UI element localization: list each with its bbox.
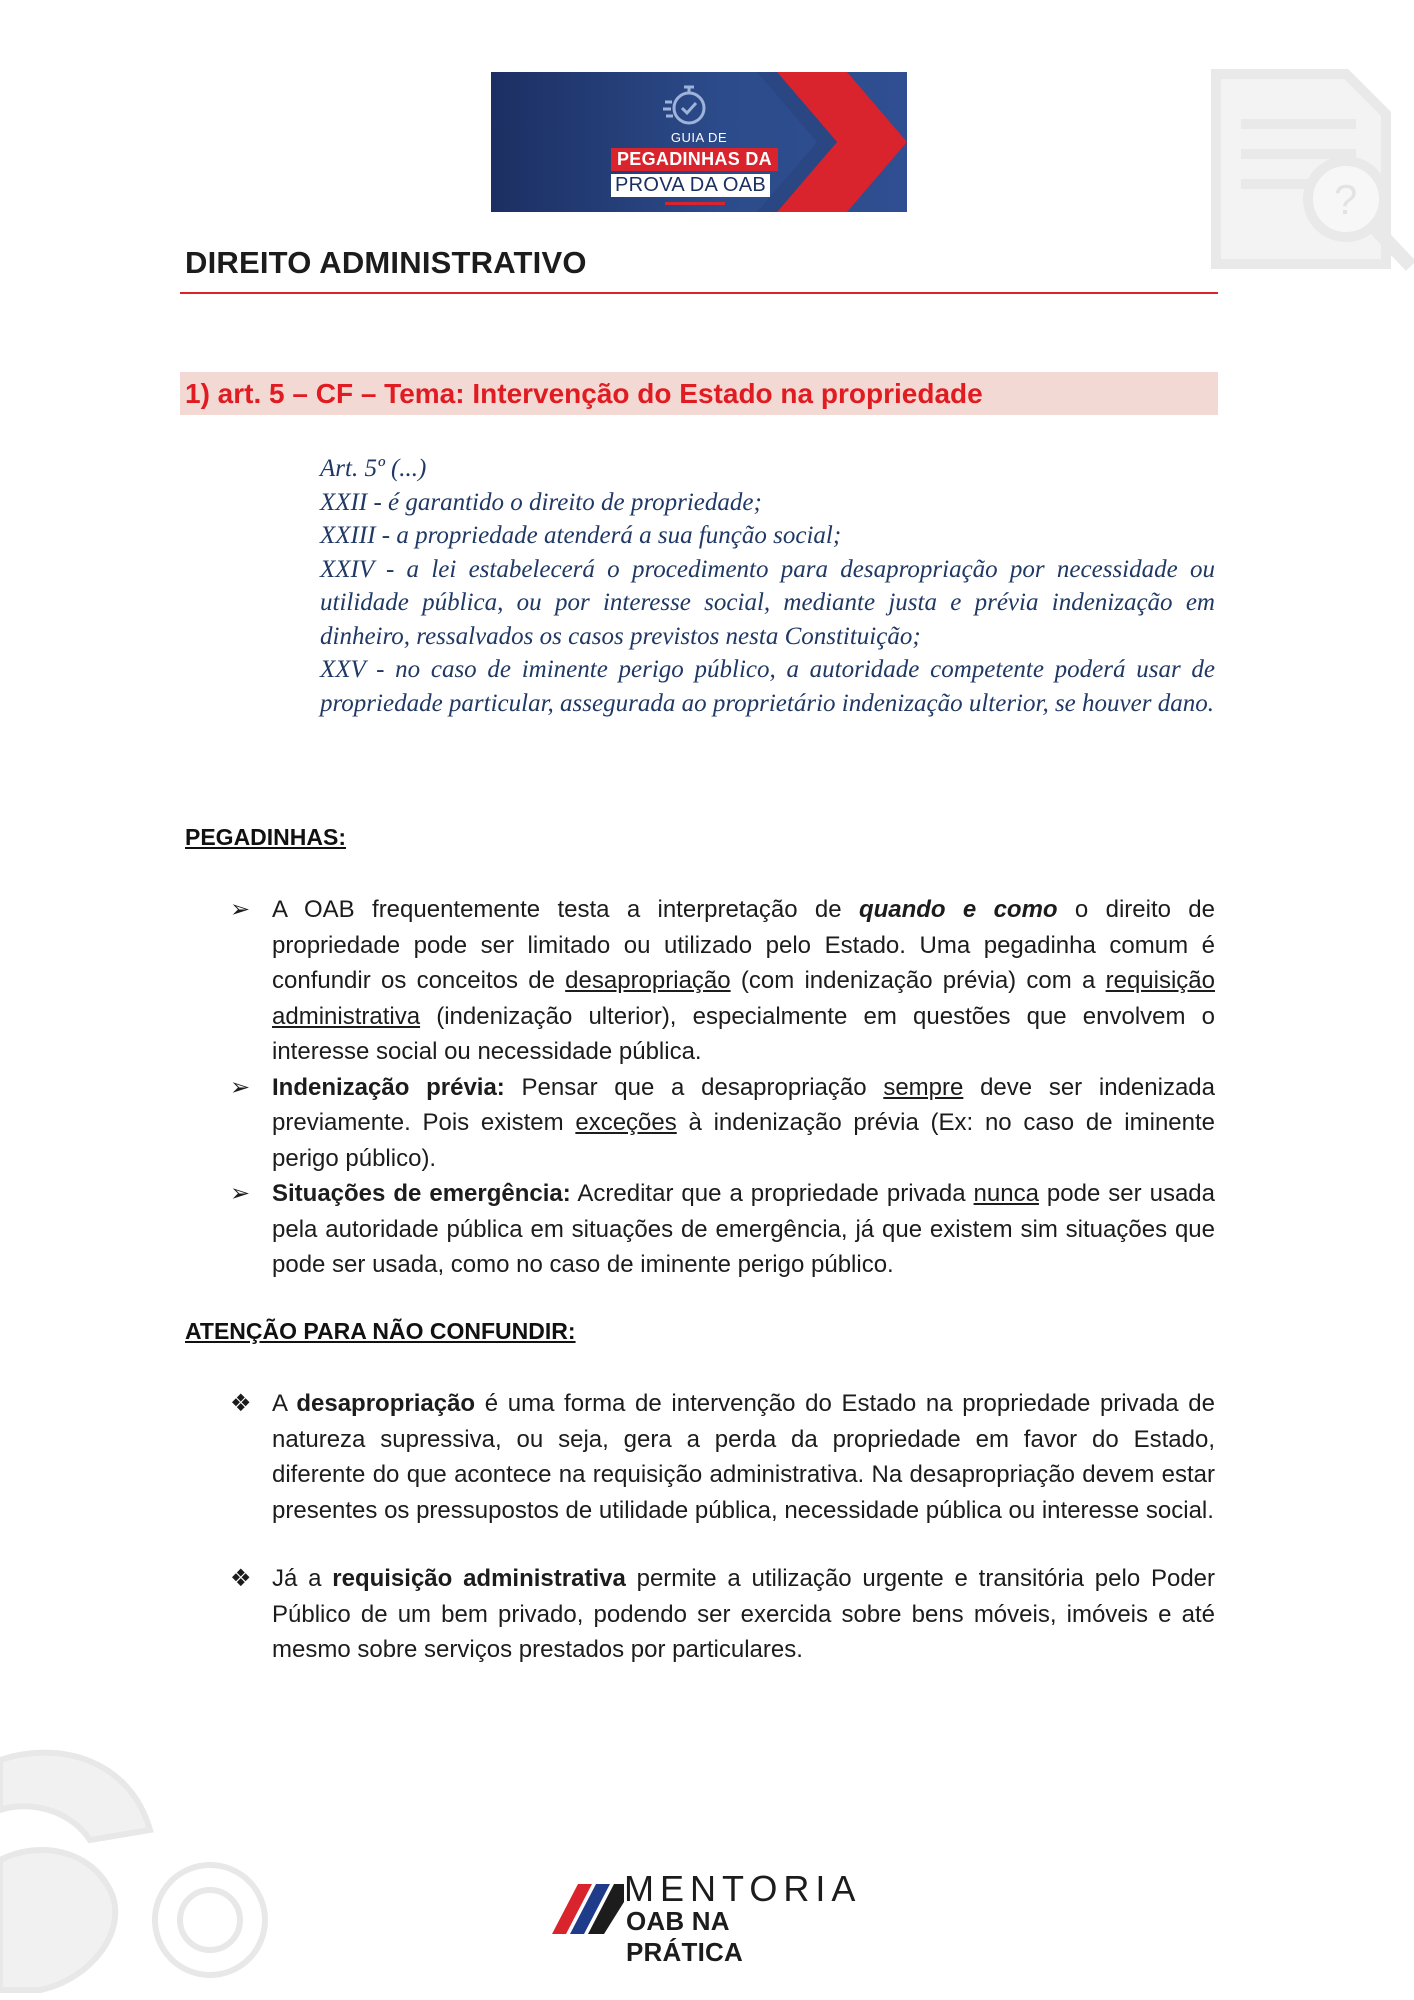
pegadinha-item-2 [230,1070,1215,1177]
arrow-bullet-icon: ➢ [230,1180,251,1207]
pegadinha-3-text-b: pode ser usada pela autoridade pública em situações de emergência, já que existem sim situações que pode ser usada, como no caso de iminente perigo público. [272,1180,1215,1278]
pegadinha-3-term-nunca: nunca [973,1180,1039,1207]
pegadinhas-list [230,892,1215,1283]
mentoria-logo-mark-icon [552,1874,624,1934]
pegadinha-1-text-c: (com indenização prévia) com a [730,967,1106,994]
section-title: DIREITO ADMINISTRATIVO [185,245,587,280]
pegadinha-item-1 [230,892,1215,1070]
pegadinha-1-text-b: o direito de propriedade pode ser limitado ou utilizado pelo Estado. Uma pegadinha comum é confundir os conceitos de [272,896,1216,994]
pegadinha-2-term-sempre: sempre [883,1073,964,1101]
atencao-2-text-a: Já a [272,1565,333,1592]
quote-item-xxiv: XXIV - a lei estabelecerá o procedimento para desapropriação por necessidade ou utilidade pública, ou por interesse social, mediante justa e prévia indenização em dinheiro, ressalvados os casos previstos nesta Constituição; [320,555,1215,650]
stopwatch-check-icon [662,80,710,128]
pegadinha-2-text-a: Pensar que a desapropriação [504,1073,884,1101]
pegadinha-1-emphasis: quando e como [858,896,1058,923]
pegadinha-1-term-desapropriacao: desapropriação [565,967,731,994]
title-divider [180,292,1218,294]
atencao-item-2 [230,1561,1215,1668]
banner-underline [665,202,725,205]
arrow-bullet-icon: ➢ [230,1073,251,1101]
pegadinha-3-text-a: Acreditar que a propriedade privada [570,1180,974,1207]
atencao-item-1 [230,1386,1215,1528]
atencao-1-term: desapropriação [296,1390,476,1417]
quote-intro: Art. 5º (...) [320,455,427,482]
atencao-heading: ATENÇÃO PARA NÃO CONFUNDIR: [185,1318,576,1344]
atencao-2-text-b: permite a utilização urgente e transitória pelo Poder Público de um bem privado, podendo ser exercida sobre bens móveis, imóveis e até mesmo sobre serviços prestados por particulares. [272,1565,1215,1663]
legal-quote [320,452,1215,720]
atencao-1-text-b: é uma forma de intervenção do Estado na propriedade privada de natureza supressiva, ou seja, gera a perda da propriedade em favor do Estado, diferente do que acontece na requisição administrativa. Na desapropriação devem estar presentes os pressupostos de utilidade pública, necessidade pública ou interesse social. [272,1390,1215,1524]
arrow-bullet-icon: ➢ [230,896,251,923]
topic-heading: 1) art. 5 – CF – Tema: Intervenção do Estado na propriedade [185,378,983,409]
diamond-bullet-icon: ❖ [230,1565,252,1592]
pegadinha-3-label: Situações de emergência: [272,1180,571,1207]
quote-item-xxii: XXII - é garantido o direito de propriedade; [320,488,762,516]
mentoria-logo [552,1868,862,1967]
logo-line-mentoria: MENTORIA [624,1868,862,1909]
person-watermark-icon [0,1720,300,2000]
banner-line-pegadinhas: PEGADINHAS DA [611,148,778,171]
banner-line-prova: PROVA DA OAB [611,174,770,197]
pegadinha-1-text-a: A OAB frequentemente testa a interpretação de [272,896,859,923]
guide-banner [491,72,907,212]
pegadinha-2-label: Indenização prévia: [272,1073,505,1101]
quote-item-xxv: XXV - no caso de iminente perigo público, a autoridade competente poderá usar de propriedade particular, assegurada ao proprietário indenização ulterior, se houver dano. [320,656,1215,717]
logo-line-oab: OAB NA PRÁTICA [626,1906,743,1967]
pegadinha-2-term-excecoes: exceções [575,1109,677,1136]
svg-text:?: ? [1334,176,1358,223]
pegadinha-1-term-requisicao: requisição administrativa [272,967,1216,1030]
document-magnifier-watermark-icon [1196,34,1414,274]
atencao-1-text-a: A [272,1390,297,1417]
atencao-2-term: requisição administrativa [332,1565,626,1592]
pegadinha-item-3 [230,1176,1215,1283]
pegadinha-2-text-c: à indenização prévia (Ex: no caso de iminente perigo público). [272,1109,1215,1172]
quote-item-xxiii: XXIII - a propriedade atenderá a sua função social; [320,522,842,549]
banner-line-guia: GUIA DE [670,130,728,145]
atencao-list [230,1386,1215,1668]
pegadinhas-heading: PEGADINHAS: [185,824,347,850]
diamond-bullet-icon: ❖ [230,1390,252,1417]
pegadinha-2-text-b: deve ser indenizada previamente. Pois existem [272,1073,1216,1136]
pegadinha-1-text-d: (indenização ulterior), especialmente em questões que envolvem o interesse social ou necessidade pública. [272,1002,1215,1065]
